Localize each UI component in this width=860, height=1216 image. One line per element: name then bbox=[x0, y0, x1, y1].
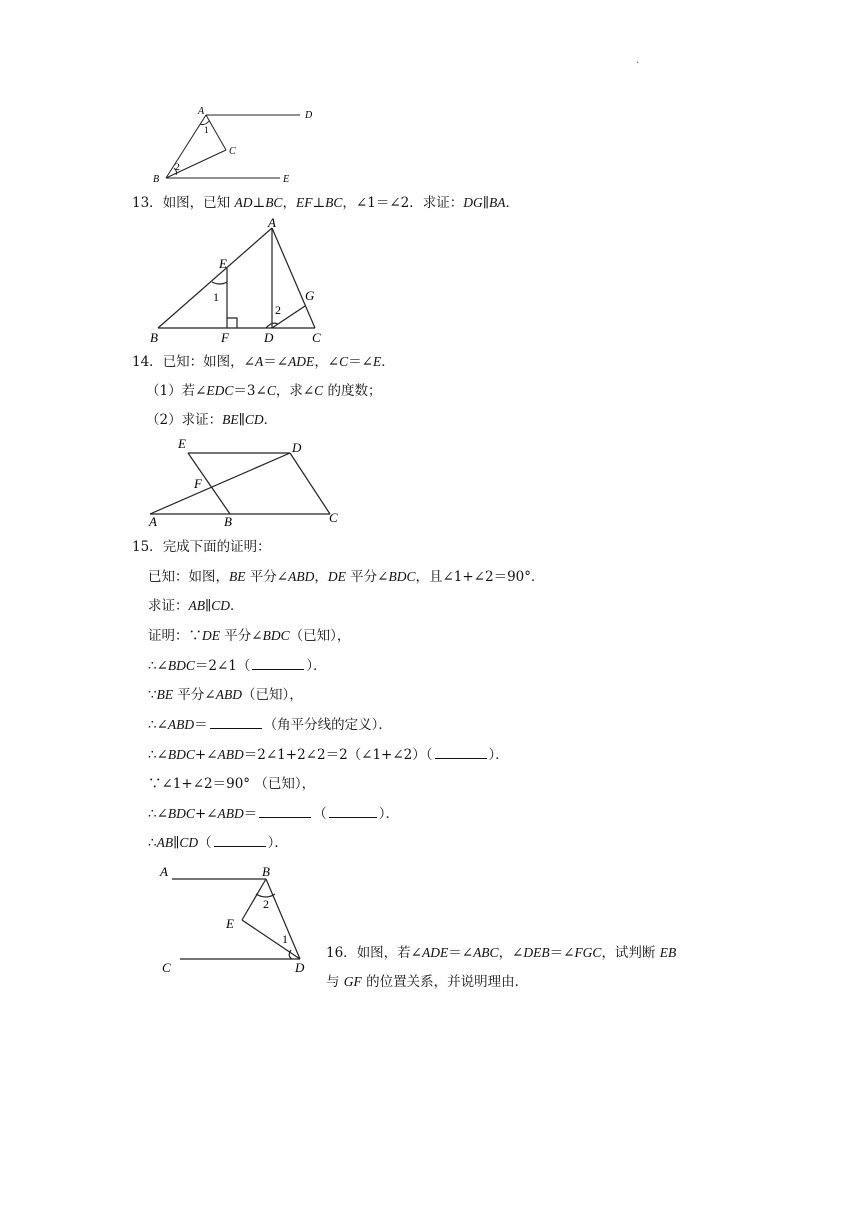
q14-number: 14． bbox=[132, 354, 163, 370]
q14-part1 bbox=[146, 381, 381, 401]
q15-math: CD bbox=[179, 835, 199, 850]
q15-math: AB bbox=[156, 835, 174, 850]
q13-math: BC bbox=[325, 195, 343, 210]
q15-text: ∴∠ bbox=[148, 806, 168, 822]
q13-symbol: ⊥ bbox=[252, 195, 266, 211]
q15-math: BDC bbox=[167, 747, 195, 762]
q14-math: C bbox=[314, 383, 324, 398]
fig12-angle-2: 2 bbox=[175, 163, 180, 173]
q15-step-1 bbox=[148, 626, 350, 646]
q14-text: （1）若∠ bbox=[146, 383, 207, 399]
q13-text: ， bbox=[342, 195, 356, 211]
q15-math: ABD bbox=[288, 569, 315, 584]
q16-text: ，试判断 bbox=[601, 945, 660, 961]
fig13-label-B: B bbox=[150, 330, 158, 345]
q15-math: ABD bbox=[167, 717, 195, 732]
q16-text: 的位置关系，并说明理由． bbox=[361, 974, 529, 990]
q16-text: 如图，若∠ bbox=[356, 945, 422, 961]
q13-symbol: ⊥ bbox=[312, 195, 326, 211]
q16-math: DEB bbox=[523, 945, 550, 960]
figure-q12 bbox=[148, 104, 328, 186]
q15-text: （ bbox=[198, 835, 212, 851]
fig13-label-G: G bbox=[305, 288, 315, 303]
q15-step-8 bbox=[148, 833, 288, 853]
fig12-label-C: C bbox=[229, 146, 236, 157]
q15-text: ∴∠ bbox=[148, 658, 168, 674]
q15-text: ∵ bbox=[148, 687, 157, 703]
q15-text: 平分∠ bbox=[173, 687, 216, 703]
q15-math: BDC bbox=[167, 658, 195, 673]
q15-text: ＝2∠1+2∠2＝2（∠1+∠2）（ bbox=[243, 747, 433, 763]
q14-math: C bbox=[266, 383, 276, 398]
fig12-label-A: A bbox=[198, 106, 205, 117]
q16-text: ＝∠ bbox=[549, 945, 575, 961]
q15-text: 证明：∵ bbox=[148, 628, 202, 644]
q15-text: ＝ bbox=[243, 806, 258, 822]
fig13-label-C: C bbox=[312, 330, 321, 345]
q15-text: 完成下面的证明： bbox=[162, 539, 271, 555]
figure-q14 bbox=[140, 432, 350, 530]
q15-text: 平分∠ bbox=[345, 569, 389, 585]
q15-math: BE bbox=[229, 569, 246, 584]
q14-text: ＝∠ bbox=[263, 354, 289, 370]
header-mark: · bbox=[636, 58, 640, 69]
q16-text: 与 bbox=[326, 974, 344, 990]
q15-text: （ bbox=[313, 806, 327, 822]
fig15-angle-2: 2 bbox=[263, 897, 269, 911]
q15-math: ABD bbox=[217, 806, 244, 821]
fig13-label-D: D bbox=[264, 330, 274, 345]
q15-text: 求证： bbox=[148, 598, 189, 614]
fig12-label-D: D bbox=[305, 110, 313, 121]
q15-step-4 bbox=[148, 715, 392, 735]
q14-math: ADE bbox=[288, 354, 315, 369]
q13-math: BC bbox=[265, 195, 283, 210]
q14-text: ，∠ bbox=[314, 354, 340, 370]
q15-text: ＝ bbox=[194, 717, 208, 733]
q16-number: 16． bbox=[326, 945, 357, 961]
fig15-label-A: A bbox=[160, 864, 168, 879]
q15-math: ABD bbox=[215, 687, 242, 702]
answer-blank[interactable] bbox=[259, 805, 311, 818]
q13-statement bbox=[132, 193, 519, 213]
q14-text: ． bbox=[381, 354, 395, 370]
q15-text: （已知）， bbox=[289, 628, 351, 644]
answer-blank[interactable] bbox=[210, 716, 262, 729]
q13-math: BA bbox=[488, 195, 506, 210]
q16-text: ，∠ bbox=[498, 945, 524, 961]
q15-text: 平分∠ bbox=[245, 569, 289, 585]
q15-number: 15． bbox=[132, 539, 163, 555]
figure-q13 bbox=[140, 218, 340, 346]
fig12-angle-1: 1 bbox=[204, 126, 209, 136]
fig15-label-D: D bbox=[295, 960, 305, 975]
q14-part2 bbox=[146, 410, 277, 430]
answer-blank[interactable] bbox=[214, 834, 266, 847]
q14-text: 已知：如图，∠ bbox=[162, 354, 255, 370]
q15-math: BDC bbox=[388, 569, 416, 584]
q14-math: A bbox=[255, 354, 264, 369]
fig15-label-B: B bbox=[262, 864, 270, 879]
q13-symbol: ∥ bbox=[482, 195, 489, 211]
q16-math: GF bbox=[343, 974, 362, 989]
q15-step-5 bbox=[148, 745, 509, 765]
q15-text: ）． bbox=[488, 747, 509, 763]
q13-number: 13． bbox=[132, 195, 163, 211]
q15-prove bbox=[148, 596, 244, 616]
q15-text: ． bbox=[230, 598, 244, 614]
q15-step-3 bbox=[148, 685, 303, 705]
q14-math: E bbox=[372, 354, 382, 369]
fig15-label-E: E bbox=[226, 916, 234, 931]
q15-math: CD bbox=[211, 598, 231, 613]
q16-line-1 bbox=[326, 943, 676, 963]
fig14-label-B: B bbox=[224, 514, 232, 529]
fig13-label-E: E bbox=[219, 256, 227, 271]
fig12-label-E: E bbox=[283, 174, 290, 185]
q15-symbol: ∥ bbox=[173, 835, 180, 851]
q16-math: ABC bbox=[473, 945, 499, 960]
q15-text: ，且∠1+∠2＝90°． bbox=[415, 569, 545, 585]
q15-math: AB bbox=[188, 598, 205, 613]
q14-text: （2）求证： bbox=[146, 412, 223, 428]
answer-blank[interactable] bbox=[435, 746, 487, 759]
fig15-angle-1: 1 bbox=[282, 932, 288, 946]
q15-title bbox=[132, 537, 271, 557]
q14-symbol: ∥ bbox=[238, 412, 245, 428]
q15-text: 平分∠ bbox=[220, 628, 263, 644]
q13-math: DG bbox=[463, 195, 483, 210]
fig14-label-E: E bbox=[178, 436, 186, 451]
fig15-label-C: C bbox=[162, 960, 171, 975]
q15-text: +∠ bbox=[194, 806, 218, 822]
fig14-label-F: F bbox=[194, 476, 202, 491]
q15-math: BDC bbox=[167, 806, 195, 821]
q15-text: （角平分线的定义）． bbox=[263, 717, 392, 733]
q15-step-6 bbox=[148, 774, 315, 794]
q15-text: ＝2∠1（ bbox=[194, 658, 251, 674]
q16-line-2 bbox=[326, 972, 528, 992]
q15-text: ， bbox=[314, 569, 328, 585]
q13-text: ， bbox=[282, 195, 296, 211]
figure-q15 bbox=[150, 860, 320, 980]
answer-blank[interactable] bbox=[329, 805, 377, 818]
q15-text: +∠ bbox=[194, 747, 218, 763]
q14-text: 的度数； bbox=[323, 383, 382, 399]
q14-text: ＝3∠ bbox=[233, 383, 267, 399]
fig14-label-C: C bbox=[329, 510, 338, 525]
q16-math: EB bbox=[659, 945, 677, 960]
q15-text: （已知）， bbox=[241, 687, 303, 703]
q15-text: ）． bbox=[306, 658, 327, 674]
q13-text: 如图，已知 bbox=[162, 195, 235, 211]
q15-text: ∴∠ bbox=[148, 747, 168, 763]
q16-math: FGC bbox=[574, 945, 602, 960]
q13-math: EF bbox=[295, 195, 313, 210]
q14-math: BE bbox=[222, 412, 239, 427]
fig14-label-A: A bbox=[149, 514, 157, 529]
q14-text: ，求∠ bbox=[275, 383, 315, 399]
fig13-angle-2: 2 bbox=[275, 303, 281, 317]
q13-text: ∠1＝∠2．求证： bbox=[355, 195, 464, 211]
q15-step-2 bbox=[148, 656, 327, 676]
answer-blank[interactable] bbox=[252, 657, 304, 670]
q16-math: ADE bbox=[422, 945, 449, 960]
fig13-angle-1: 1 bbox=[213, 290, 219, 304]
fig14-label-D: D bbox=[292, 440, 302, 455]
q15-math: BDC bbox=[262, 628, 290, 643]
q15-text: ∴ bbox=[148, 835, 157, 851]
q13-text: ． bbox=[505, 195, 519, 211]
q15-step-7 bbox=[148, 804, 399, 824]
q15-text: ）． bbox=[267, 835, 288, 851]
q15-symbol: ∥ bbox=[205, 598, 212, 614]
fig13-label-F: F bbox=[221, 330, 229, 345]
q15-math: DE bbox=[202, 628, 220, 643]
q14-math: C bbox=[339, 354, 349, 369]
q14-stem bbox=[132, 352, 395, 372]
q15-text: ）． bbox=[378, 806, 400, 822]
q13-math: AD bbox=[234, 195, 253, 210]
q15-math: DE bbox=[327, 569, 346, 584]
q14-text: ． bbox=[263, 412, 278, 428]
q15-math: ABD bbox=[217, 747, 244, 762]
q16-text: ＝∠ bbox=[448, 945, 474, 961]
q15-text: 已知：如图， bbox=[148, 569, 229, 585]
q14-math: EDC bbox=[206, 383, 234, 398]
fig13-label-A: A bbox=[268, 218, 276, 230]
q14-text: ＝∠ bbox=[348, 354, 373, 370]
q15-text: ∵∠1+∠2＝90° （已知）， bbox=[148, 776, 316, 792]
q15-given bbox=[148, 567, 545, 587]
q14-math: CD bbox=[244, 412, 264, 427]
q15-text: ∴∠ bbox=[148, 717, 168, 733]
q15-math: BE bbox=[156, 687, 174, 702]
fig12-label-B: B bbox=[153, 174, 160, 185]
